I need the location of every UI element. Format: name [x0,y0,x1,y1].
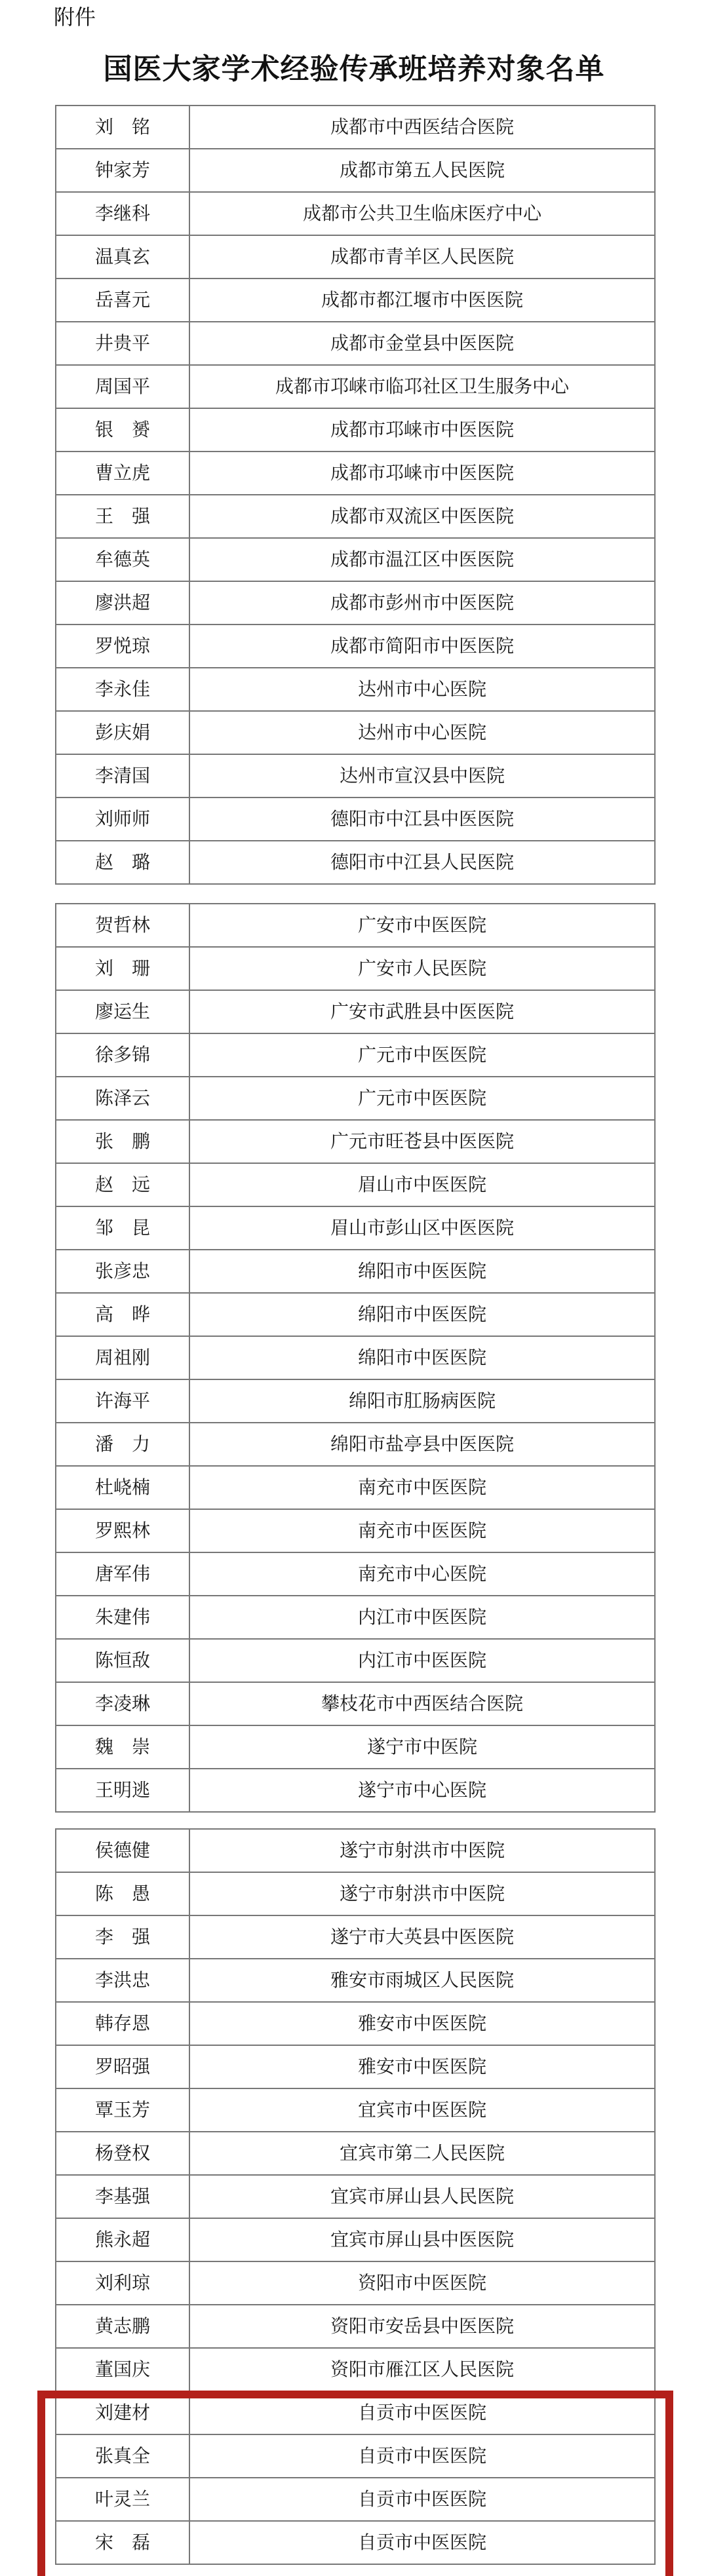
name-cell: 刘 珊 [56,948,190,990]
organization-cell: 成都市双流区中医医院 [330,505,514,527]
table-row [56,539,654,582]
table-row [56,322,654,366]
organization-cell: 绵阳市中医医院 [357,1303,486,1325]
organization-cell: 达州市中心医院 [357,678,486,700]
table-row [56,755,654,798]
name-cell: 李清国 [56,755,190,797]
name-cell: 李凌琳 [56,1683,190,1725]
name-cell: 王明逃 [56,1769,190,1811]
table-row [56,1830,654,1873]
name-cell: 井贵平 [56,322,190,364]
table-row [56,1873,654,1916]
table-row [56,2046,654,2089]
table-row [56,1510,654,1553]
organization-cell: 自贡市中医医院 [357,2531,486,2553]
organization-cell: 内江市中医医院 [357,1606,486,1628]
name-cell: 廖运生 [56,991,190,1033]
organization-cell: 自贡市中医医院 [357,2488,486,2510]
table-row [56,1207,654,1250]
name-cell: 钟家芳 [56,149,190,191]
table-row [56,2349,654,2392]
table-row [56,991,654,1034]
organization-cell: 广元市中医医院 [357,1087,486,1109]
organization-cell: 成都市邛崃市中医医院 [330,462,514,484]
name-cell: 赵 璐 [56,841,190,883]
organization-cell: 广元市旺苍县中医医院 [330,1130,514,1152]
table-row [56,2435,654,2478]
organization-cell: 眉山市彭山区中医医院 [330,1217,514,1239]
table-row [56,2219,654,2262]
name-cell: 廖洪超 [56,582,190,624]
organization-cell: 宜宾市屏山县人民医院 [330,2185,514,2207]
table-row [56,106,654,149]
organization-cell: 遂宁市大英县中医医院 [330,1926,514,1948]
name-cell: 黄志鹏 [56,2305,190,2347]
table-row [56,149,654,193]
table-row [56,452,654,495]
table-row [56,1121,654,1164]
table-row [56,1034,654,1077]
name-cell: 宋 磊 [56,2522,190,2564]
table-row [56,193,654,236]
name-cell: 侯德健 [56,1830,190,1872]
organization-cell: 成都市第五人民医院 [339,159,505,181]
name-cell: 银 赟 [56,409,190,451]
name-cell: 王 强 [56,495,190,537]
roster-table-3 [55,1828,656,2565]
table-row [56,1294,654,1337]
table-row [56,1164,654,1207]
organization-cell: 雅安市雨城区人民医院 [330,1969,514,1991]
table-row [56,1726,654,1769]
name-cell: 高 晔 [56,1294,190,1336]
organization-cell: 宜宾市第二人民医院 [339,2142,505,2164]
organization-cell: 雅安市中医医院 [357,2056,486,2077]
name-cell: 韩存恩 [56,2003,190,2045]
organization-cell: 南充市中医医院 [357,1520,486,1541]
name-cell: 刘师师 [56,798,190,840]
name-cell: 覃玉芳 [56,2089,190,2131]
table-row [56,668,654,712]
table-row [56,1769,654,1813]
organization-cell: 成都市邛崃市临邛社区卫生服务中心 [275,375,569,397]
table-row [56,279,654,322]
table-row [56,2176,654,2219]
table-row [56,409,654,452]
name-cell: 唐军伟 [56,1553,190,1595]
name-cell: 刘 铭 [56,106,190,148]
name-cell: 熊永超 [56,2219,190,2261]
name-cell: 陈 愚 [56,1873,190,1915]
organization-cell: 南充市中医医院 [357,1476,486,1498]
name-cell: 潘 力 [56,1423,190,1465]
name-cell: 罗昭强 [56,2046,190,2088]
name-cell: 徐多锦 [56,1034,190,1076]
organization-cell: 广元市中医医院 [357,1044,486,1066]
name-cell: 杜峣楠 [56,1467,190,1509]
name-cell: 叶灵兰 [56,2478,190,2520]
table-row [56,1916,654,1959]
table-row [56,1683,654,1726]
table-row [56,2262,654,2305]
name-cell: 曹立虎 [56,452,190,494]
organization-cell: 资阳市中医医院 [357,2272,486,2294]
organization-cell: 绵阳市肛肠病医院 [348,1390,496,1412]
table-row [56,625,654,668]
table-row [56,236,654,279]
organization-cell: 成都市公共卫生临床医疗中心 [302,202,541,224]
table-row [56,2522,654,2565]
table-row [56,582,654,625]
organization-cell: 成都市彭州市中医医院 [330,592,514,613]
organization-cell: 自贡市中医医院 [357,2402,486,2423]
organization-cell: 自贡市中医医院 [357,2445,486,2467]
organization-cell: 雅安市中医医院 [357,2012,486,2034]
organization-cell: 遂宁市中心医院 [357,1779,486,1801]
table-row [56,1467,654,1510]
name-cell: 董国庆 [56,2349,190,2391]
table-row [56,2478,654,2522]
document-title: 国医大家学术经验传承班培养对象名单 [103,52,605,86]
name-cell: 张 鹏 [56,1121,190,1163]
name-cell: 周祖刚 [56,1337,190,1379]
organization-cell: 德阳市中江县中医医院 [330,808,514,830]
organization-cell: 攀枝花市中西医结合医院 [321,1693,523,1714]
organization-cell: 广安市中医医院 [357,914,486,936]
name-cell: 杨登权 [56,2132,190,2174]
organization-cell: 德阳市中江县人民医院 [330,851,514,873]
table-row [56,1337,654,1380]
name-cell: 张真全 [56,2435,190,2477]
table-row [56,2305,654,2349]
organization-cell: 眉山市中医医院 [357,1174,486,1195]
name-cell: 罗熙林 [56,1510,190,1552]
table-row [56,366,654,409]
name-cell: 陈泽云 [56,1077,190,1119]
organization-cell: 广安市人民医院 [357,957,486,979]
table-row [56,712,654,755]
organization-cell: 达州市中心医院 [357,721,486,743]
table-row [56,1077,654,1121]
name-cell: 陈恒敌 [56,1640,190,1682]
organization-cell: 成都市简阳市中医医院 [330,635,514,657]
organization-cell: 达州市宣汉县中医院 [339,765,505,786]
organization-cell: 宜宾市中医医院 [357,2099,486,2121]
organization-cell: 成都市都江堰市中医医院 [321,289,523,311]
name-cell: 许海平 [56,1380,190,1422]
organization-cell: 成都市温江区中医医院 [330,548,514,570]
organization-cell: 绵阳市中医医院 [357,1260,486,1282]
name-cell: 周国平 [56,366,190,408]
organization-cell: 成都市中西医结合医院 [330,116,514,138]
table-row [56,1380,654,1423]
name-cell: 罗悦琼 [56,625,190,667]
organization-cell: 南充市中心医院 [357,1563,486,1585]
name-cell: 贺哲林 [56,904,190,946]
table-row [56,948,654,991]
organization-cell: 遂宁市中医院 [366,1736,477,1758]
name-cell: 岳喜元 [56,279,190,321]
name-cell: 魏 崇 [56,1726,190,1768]
organization-cell: 绵阳市盐亭县中医医院 [330,1433,514,1455]
roster-table-2 [55,903,656,1813]
name-cell: 温真玄 [56,236,190,278]
name-cell: 赵 远 [56,1164,190,1206]
organization-cell: 内江市中医医院 [357,1649,486,1671]
table-row [56,2089,654,2132]
table-row [56,841,654,885]
table-row [56,798,654,841]
name-cell: 牟德英 [56,539,190,581]
table-row [56,904,654,948]
organization-cell: 资阳市安岳县中医医院 [330,2315,514,2337]
table-row [56,1596,654,1640]
table-row [56,2132,654,2176]
name-cell: 李继科 [56,193,190,235]
organization-cell: 宜宾市屏山县中医医院 [330,2229,514,2250]
name-cell: 李基强 [56,2176,190,2218]
organization-cell: 资阳市雁江区人民医院 [330,2358,514,2380]
name-cell: 刘利琼 [56,2262,190,2304]
table-row [56,1250,654,1294]
name-cell: 彭庆娟 [56,712,190,754]
table-row [56,2392,654,2435]
name-cell: 邹 昆 [56,1207,190,1249]
name-cell: 刘建材 [56,2392,190,2434]
name-cell: 李永佳 [56,668,190,710]
name-cell: 李洪忠 [56,1959,190,2001]
table-row [56,1640,654,1683]
table-row [56,495,654,539]
organization-cell: 绵阳市中医医院 [357,1347,486,1368]
organization-cell: 遂宁市射洪市中医院 [339,1839,505,1861]
table-row [56,2003,654,2046]
organization-cell: 成都市青羊区人民医院 [330,246,514,267]
roster-table-1 [55,105,656,885]
name-cell: 李 强 [56,1916,190,1958]
organization-cell: 遂宁市射洪市中医院 [339,1883,505,1904]
table-row [56,1553,654,1596]
name-cell: 张彦忠 [56,1250,190,1292]
table-row [56,1423,654,1467]
organization-cell: 成都市邛崃市中医医院 [330,419,514,440]
table-row [56,1959,654,2003]
attachment-label: 附件 [54,5,96,29]
organization-cell: 广安市武胜县中医医院 [330,1001,514,1022]
organization-cell: 成都市金堂县中医医院 [330,332,514,354]
name-cell: 朱建伟 [56,1596,190,1638]
